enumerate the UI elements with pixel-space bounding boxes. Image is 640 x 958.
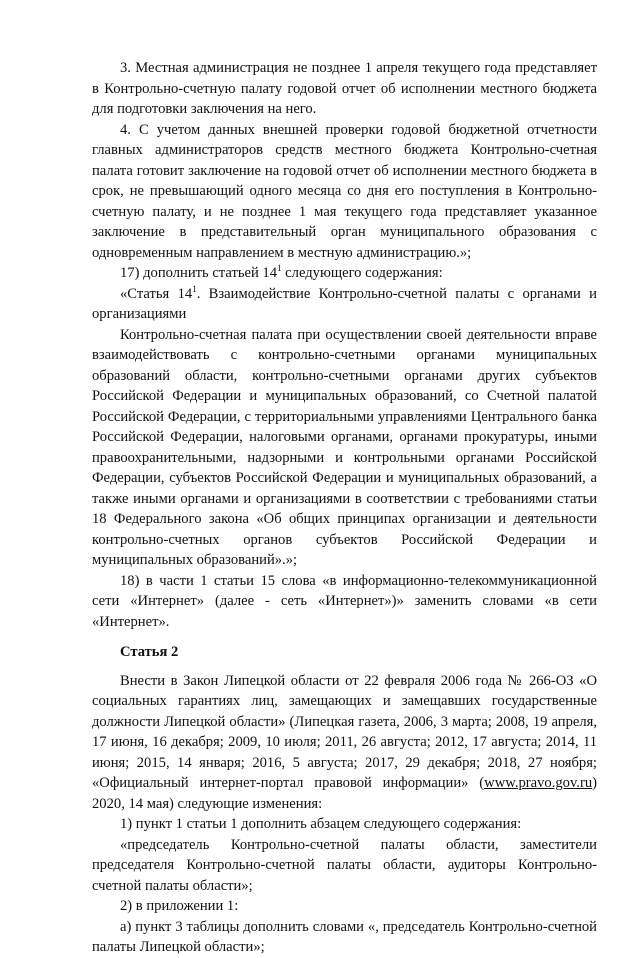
article-14-1-title-start: «Статья 14 bbox=[120, 285, 193, 302]
point-17-text: 17) дополнить статьей 14 bbox=[120, 265, 278, 281]
point-17-text-end: следующего содержания: bbox=[281, 265, 443, 281]
paragraph-item-4: 4. С учетом данных внешней проверки годовой бюджетной отчетности главных администраторов средств местного бюджета Контрольно-счетная палата готовит заключение на годовой отчет об исполнении местного бюджета в срок, не превышающий одного месяца со дня его поступления в Контрольно-счетную палату, и не позднее 1 мая текущего года представляет указанное заключение в представительный орган муниципального образования с одновременным направлением в местную администрацию.»; bbox=[92, 121, 597, 261]
paragraph-subpoint-a: а) пункт 3 таблицы дополнить словами «, председатель Контрольно-счетной палаты Липецкой области»; bbox=[92, 918, 597, 955]
article-2-intro-text: Внести в Закон Липецкой области от 22 февраля 2006 года № 266-ОЗ «О социальных гарантиях лиц, замещающих и замещавших государственные должности Липецкой области» (Липецкая газета, 2006, 3 марта; 2008, 19 апреля, 17 июня, 16 декабря; 2009, 10 июля; 2011, 26 августа; 2012, 17 августа; 2014, 11 июня; 2015, 14 января; 2016, 5 августа; 2017, 29 декабря; 2018, 27 ноября; «Официальный интернет-портал правовой информации» ( bbox=[92, 672, 597, 791]
paragraph-new-abzac: «председатель Контрольно-счетной палаты области, заместители председателя Контрольно-счетной палаты области, аудиторы Контрольно-счетной палаты области»; bbox=[92, 836, 597, 894]
document-body bbox=[92, 58, 597, 958]
article-14-1-superscript: 1 bbox=[192, 283, 197, 294]
article-2-intro-end: ) 2020, 14 мая) следующие изменения: bbox=[92, 775, 597, 812]
paragraph-point-18: 18) в части 1 статьи 15 слова «в информационно-телекоммуникационной сети «Интернет» (далее - сеть «Интернет»)» заменить словами «в сети «Интернет». bbox=[92, 572, 597, 630]
paragraph-point-1: 1) пункт 1 статьи 1 дополнить абзацем следующего содержания: bbox=[120, 816, 522, 832]
pravo-gov-link[interactable]: www.pravo.gov.ru bbox=[484, 775, 593, 791]
article-14-1-title bbox=[92, 284, 597, 325]
paragraph-point-17 bbox=[92, 263, 597, 284]
article-14-1-body: Контрольно-счетная палата при осуществлении своей деятельности вправе взаимодействовать с контрольно-счетными органами муниципальных образований области, контрольно-счетными органами других субъектов Российской Федерации и муниципальных образований, со Счетной палатой Российской Федерации, с территориальными управлениями Центрального банка Российской Федерации, налоговыми органами, органами прокуратуры, иными правоохранительными, надзорными и контрольными органами Российской Федерации, субъектов Российской Федерации и муниципальных образований, а также иными органами и организациями в соответствии с требованиями статьи 18 Федерального закона «Об общих принципах организации и деятельности контрольно-счетных органов субъектов Российской Федерации и муниципальных образований».»; bbox=[92, 326, 597, 568]
article-14-1-title-end: . Взаимодействие Контрольно-счетной палаты с органами и организациями bbox=[92, 285, 597, 322]
paragraph-point-2: 2) в приложении 1: bbox=[120, 898, 239, 914]
point-17-superscript: 1 bbox=[277, 263, 282, 274]
paragraph-item-3: 3. Местная администрация не позднее 1 апреля текущего года представляет в Контрольно-счетную палату годовой отчет об исполнении местного бюджета для подготовки заключения на него. bbox=[92, 60, 597, 117]
article-2-heading: Статья 2 bbox=[120, 644, 179, 660]
article-2-intro bbox=[92, 671, 597, 815]
